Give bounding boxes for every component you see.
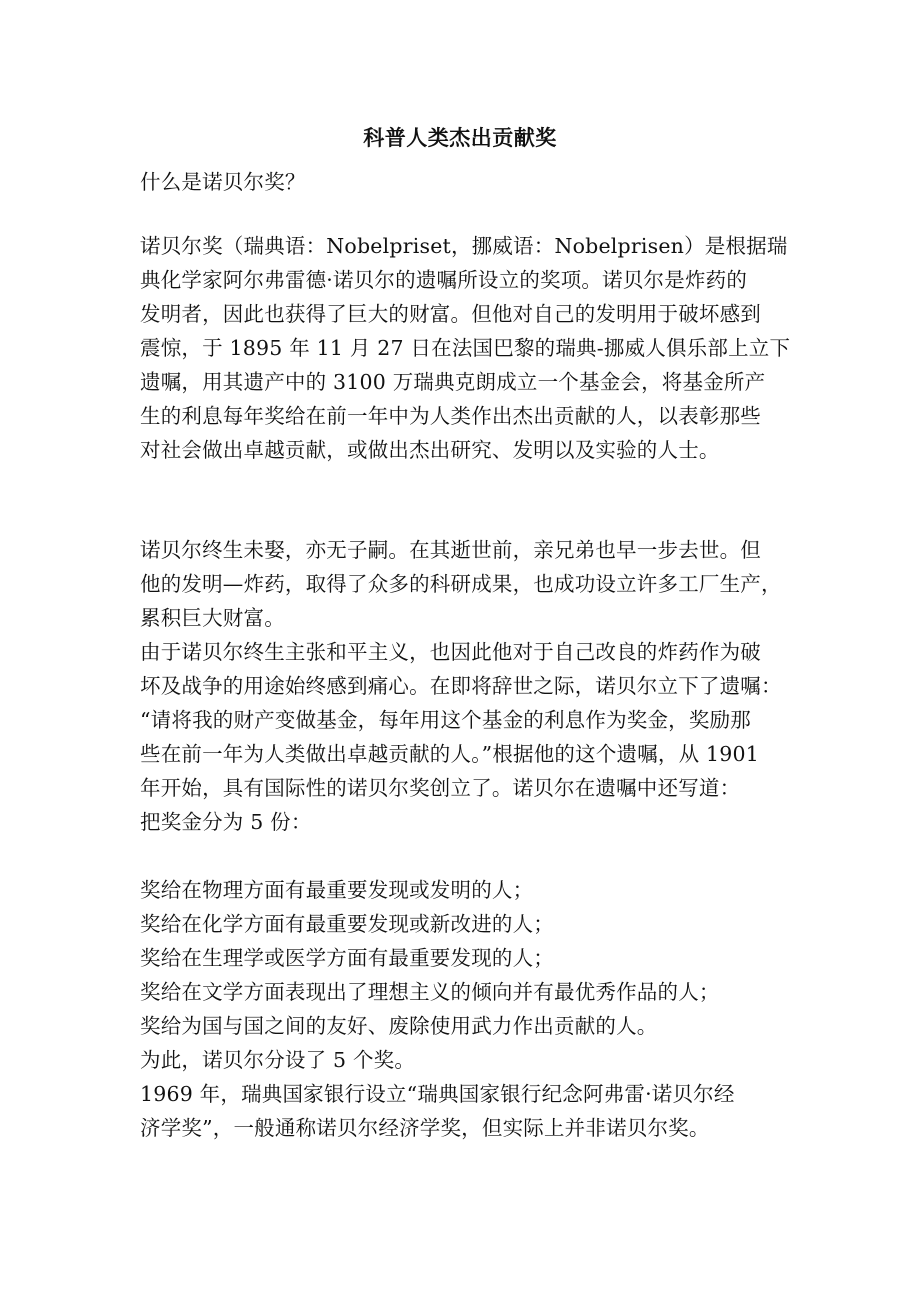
text-line: 典化学家阿尔弗雷德·诺贝尔的遗嘱所设立的奖项。诺贝尔是炸药的 xyxy=(140,268,748,292)
text-line: 累积巨大财富。 xyxy=(140,606,285,630)
text-line: 年开始，具有国际性的诺贝尔奖创立了。诺贝尔在遗嘱中还写道： xyxy=(140,776,741,800)
document-title: 科普人类杰出贡献奖 xyxy=(363,126,557,150)
text-line: 遗嘱，用其遗产中的 3100 万瑞典克朗成立一个基金会，将基金所产 xyxy=(140,370,766,394)
text-line: 他的发明—炸药，取得了众多的科研成果，也成功设立许多工厂生产， xyxy=(140,572,782,596)
text-line: 生的利息每年奖给在前一年中为人类作出杰出贡献的人，以表彰那些 xyxy=(140,404,761,428)
text-line: 发明者，因此也获得了巨大的财富。但他对自己的发明用于破坏感到 xyxy=(140,302,761,326)
text-line: 1969 年，瑞典国家银行设立“瑞典国家银行纪念阿弗雷·诺贝尔经 xyxy=(140,1082,735,1106)
prize-item-chemistry: 奖给在化学方面有最重要发现或新改进的人； xyxy=(140,912,554,936)
text-line: 些在前一年为人类做出卓越贡献的人。”根据他的这个遗嘱，从 1901 xyxy=(140,742,760,766)
prize-item-physics: 奖给在物理方面有最重要发现或发明的人； xyxy=(140,878,534,902)
prize-item-peace: 奖给为国与国之间的友好、废除使用武力作出贡献的人。 xyxy=(140,1014,658,1038)
text-line: “请将我的财产变做基金，每年用这个基金的利息作为奖金，奖励那 xyxy=(140,708,751,732)
subtitle-question: 什么是诺贝尔奖？ xyxy=(140,170,306,194)
text-line: 诺贝尔奖（瑞典语：Nobelpriset，挪威语：Nobelprisen）是根据瑞 xyxy=(140,234,788,258)
text-line: 诺贝尔终生未娶，亦无子嗣。在其逝世前，亲兄弟也早一步去世。但 xyxy=(140,538,761,562)
prize-item-literature: 奖给在文学方面表现出了理想主义的倾向并有最优秀作品的人； xyxy=(140,980,720,1004)
text-line: 坏及战争的用途始终感到痛心。在即将辞世之际，诺贝尔立下了遗嘱： xyxy=(140,674,782,698)
text-line: 为此，诺贝尔分设了 5 个奖。 xyxy=(140,1048,416,1072)
text-line: 对社会做出卓越贡献，或做出杰出研究、发明以及实验的人士。 xyxy=(140,438,720,462)
text-line: 由于诺贝尔终生主张和平主义，也因此他对于自己改良的炸药作为破 xyxy=(140,640,761,664)
prize-item-medicine: 奖给在生理学或医学方面有最重要发现的人； xyxy=(140,946,554,970)
text-line: 把奖金分为 5 份： xyxy=(140,810,312,834)
text-line: 济学奖”，一般通称诺贝尔经济学奖，但实际上并非诺贝尔奖。 xyxy=(140,1116,710,1140)
text-line: 震惊，于 1895 年 11 月 27 日在法国巴黎的瑞典-挪威人俱乐部上立下 xyxy=(140,336,791,360)
